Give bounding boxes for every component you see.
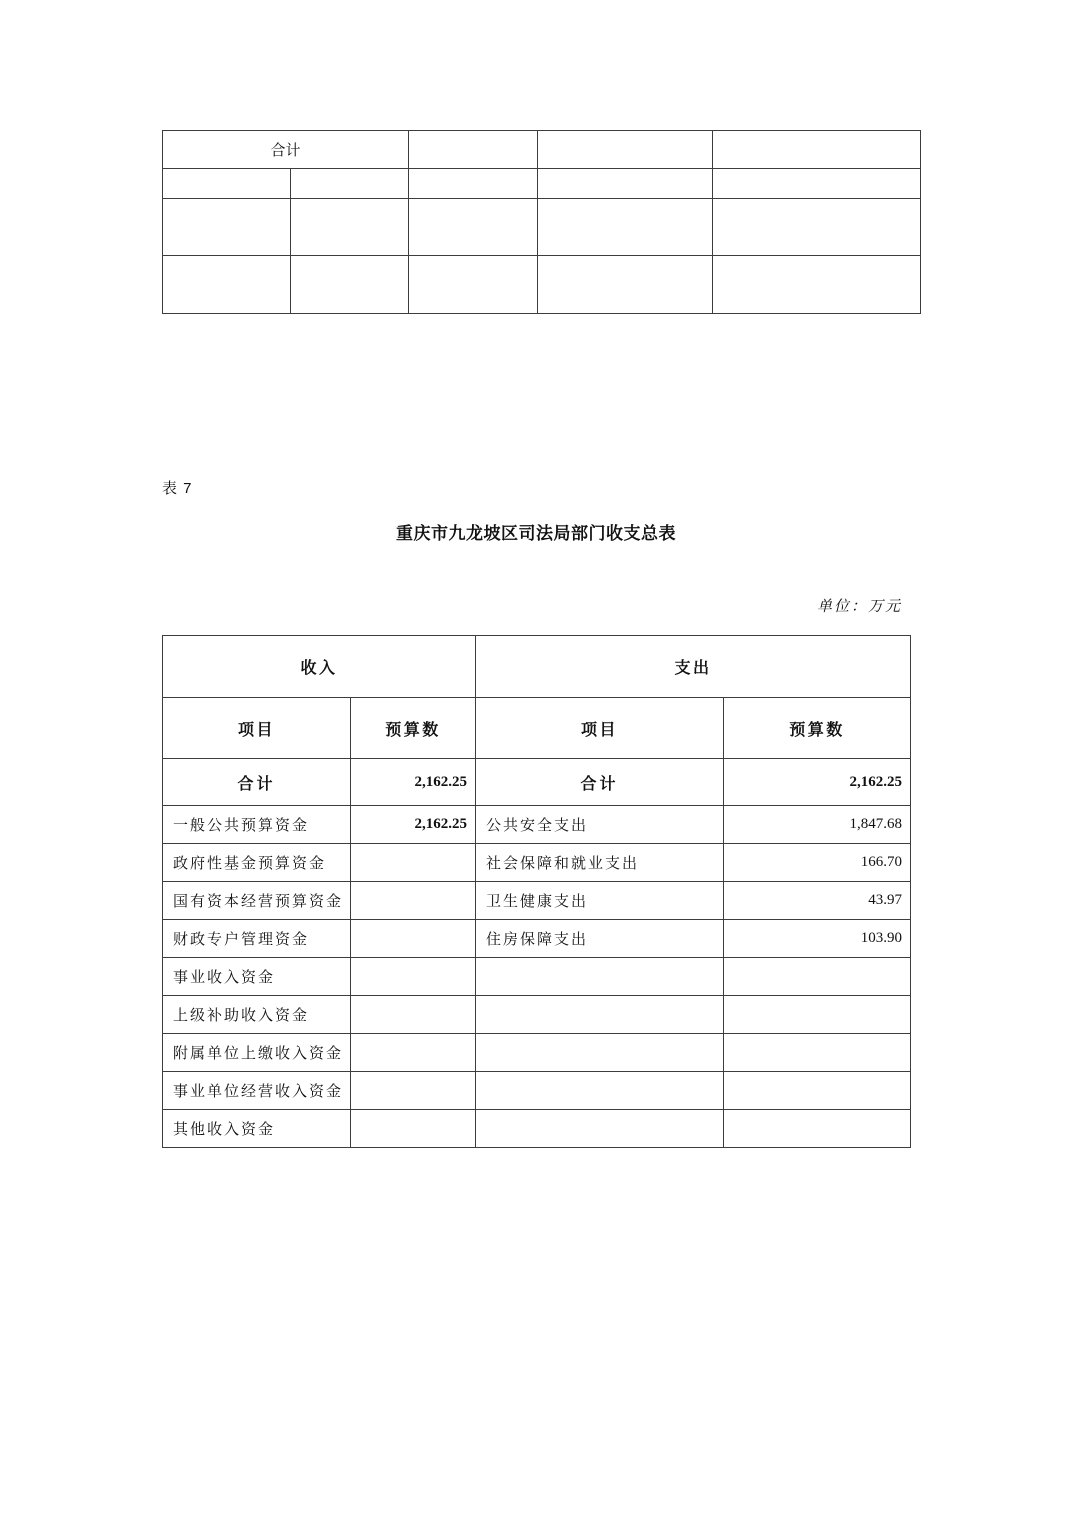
expense-item-cell <box>476 1072 724 1110</box>
expense-item-cell: 卫生健康支出 <box>476 882 724 920</box>
empty-cell <box>163 199 291 256</box>
income-expense-summary-table <box>162 635 911 1148</box>
income-item-cell: 上级补助收入资金 <box>163 996 351 1034</box>
empty-cell <box>713 131 921 169</box>
expense-value-cell <box>724 958 911 996</box>
expense-value-cell <box>724 996 911 1034</box>
income-item-cell: 事业收入资金 <box>163 958 351 996</box>
empty-cell <box>409 199 538 256</box>
table-row <box>163 1110 911 1148</box>
page-title: 重庆市九龙坡区司法局部门收支总表 <box>396 524 676 543</box>
empty-cell <box>291 199 409 256</box>
unit-label: 单位：万元 <box>816 599 902 615</box>
empty-cell <box>538 169 713 199</box>
empty-cell <box>409 256 538 314</box>
income-item-cell: 政府性基金预算资金 <box>163 844 351 882</box>
empty-cell <box>409 131 538 169</box>
expense-value-cell: 103.90 <box>724 920 911 958</box>
expense-item-header-cell: 项目 <box>476 698 724 759</box>
expense-header-cell: 支出 <box>476 636 911 698</box>
empty-cell <box>538 256 713 314</box>
empty-cell <box>291 256 409 314</box>
income-value-cell <box>351 958 476 996</box>
income-budget-header-cell: 预算数 <box>351 698 476 759</box>
table-row <box>163 169 921 199</box>
income-total-label-cell: 合计 <box>163 759 351 806</box>
income-value-cell: 2,162.25 <box>351 806 476 844</box>
table-row <box>163 958 911 996</box>
table-row <box>163 199 921 256</box>
expense-budget-header-cell: 预算数 <box>724 698 911 759</box>
empty-cell <box>163 256 291 314</box>
table-row <box>163 131 921 169</box>
income-value-cell <box>351 1034 476 1072</box>
top-total-cell: 合计 <box>163 131 409 169</box>
expense-value-cell <box>724 1072 911 1110</box>
table-row <box>163 256 921 314</box>
empty-cell <box>538 131 713 169</box>
income-item-cell: 事业单位经营收入资金 <box>163 1072 351 1110</box>
table-row <box>163 806 911 844</box>
income-item-cell: 国有资本经营预算资金 <box>163 882 351 920</box>
expense-item-cell <box>476 958 724 996</box>
table-row <box>163 882 911 920</box>
table-row <box>163 920 911 958</box>
income-value-cell <box>351 996 476 1034</box>
income-total-value-cell: 2,162.25 <box>351 759 476 806</box>
income-item-header-cell: 项目 <box>163 698 351 759</box>
table-row <box>163 1034 911 1072</box>
table-row <box>163 1072 911 1110</box>
top-partial-table <box>162 130 921 314</box>
expense-item-cell <box>476 1034 724 1072</box>
expense-total-value-cell: 2,162.25 <box>724 759 911 806</box>
income-item-cell: 一般公共预算资金 <box>163 806 351 844</box>
expense-value-cell: 43.97 <box>724 882 911 920</box>
income-value-cell <box>351 844 476 882</box>
table-subheader-row <box>163 698 911 759</box>
table-row <box>163 844 911 882</box>
empty-cell <box>291 169 409 199</box>
expense-item-cell: 公共安全支出 <box>476 806 724 844</box>
empty-cell <box>713 256 921 314</box>
table-header-row <box>163 636 911 698</box>
table-total-row <box>163 759 911 806</box>
income-header-cell: 收入 <box>163 636 476 698</box>
expense-value-cell: 1,847.68 <box>724 806 911 844</box>
expense-item-cell: 住房保障支出 <box>476 920 724 958</box>
empty-cell <box>713 199 921 256</box>
expense-value-cell <box>724 1110 911 1148</box>
income-item-cell: 附属单位上缴收入资金 <box>163 1034 351 1072</box>
expense-item-cell <box>476 1110 724 1148</box>
income-value-cell <box>351 1110 476 1148</box>
table-number-label: 表 7 <box>162 480 193 497</box>
expense-total-label-cell: 合计 <box>476 759 724 806</box>
expense-value-cell: 166.70 <box>724 844 911 882</box>
income-value-cell <box>351 920 476 958</box>
income-value-cell <box>351 1072 476 1110</box>
income-item-cell: 财政专户管理资金 <box>163 920 351 958</box>
empty-cell <box>538 199 713 256</box>
expense-item-cell: 社会保障和就业支出 <box>476 844 724 882</box>
expense-value-cell <box>724 1034 911 1072</box>
income-item-cell: 其他收入资金 <box>163 1110 351 1148</box>
empty-cell <box>409 169 538 199</box>
table-row <box>163 996 911 1034</box>
empty-cell <box>713 169 921 199</box>
income-value-cell <box>351 882 476 920</box>
expense-item-cell <box>476 996 724 1034</box>
empty-cell <box>163 169 291 199</box>
